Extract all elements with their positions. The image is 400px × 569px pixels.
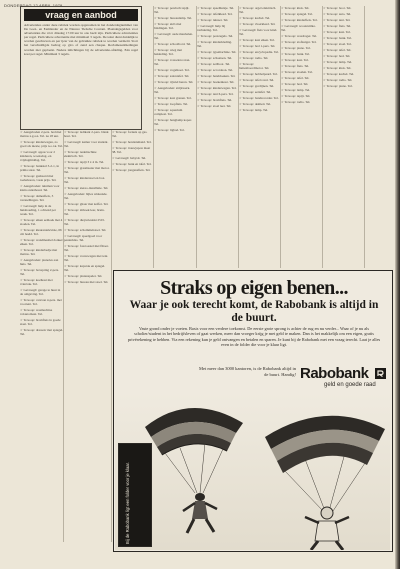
classified-ad: ☆ Te koop: ledikant 2-pers. blank hout. Tel.: [64, 130, 110, 138]
classified-ad: ☆ Te koop: orgel elektrisch. Tel.: [239, 6, 279, 14]
classified-ad: ☆ Te koop: tuinset. Tel.: [197, 18, 237, 22]
ad-body-text: Vaste grond onder je voeten. Basis voor een verdere toekomst. De eerste grote sprong is achter de rug en nu verder... Waar of je nu als scholier/student in het bedrijfsleven of gaat werken, meer dan vroeger krijg je met geld te maken. Dan is het makkelijk om een eigen, gratis privérekening te hebben. Via een rekening kun je geld ontvangen en betalen en sparen. Je kunt bij de Rabobank met een vraag terecht. Laat je alles even in de folder die voor je klaar ligt.: [127, 326, 381, 348]
classified-ad: ☆ Te koop: stofzuiger. Tel.: [281, 40, 321, 44]
classified-ad: ☆ Te koop: vloerkleed. Tel.: [239, 22, 279, 26]
classified-column-4: [154, 6, 195, 274]
classified-ad: ☆ Te koop: bureau met stoel. Tel.: [64, 280, 110, 284]
classified-ad: ☆ Te koop: caravan 4-pers. met voortent. Tel.: [20, 298, 64, 306]
classified-ad: ☆ Te koop: grasmaaier met motor. Tel.: [64, 166, 110, 174]
column-rule: [364, 6, 365, 268]
rabobank-advertisement: [113, 270, 393, 552]
classified-ad: ☆ Te koop: bank en tafel. Tel.: [112, 162, 152, 166]
classified-column-5: [197, 6, 237, 274]
classified-ad: ☆ Aangeboden: strijkwerk. Tel.: [154, 86, 195, 94]
classified-ad: ☆ Te koop: schommelstoel. Tel.: [64, 228, 110, 232]
classified-ad: ☆ Te koop: fornuis op gas. Tel.: [112, 130, 152, 138]
classified-ad: ☆ Te koop: wasmachine volautomaat. Tel.: [20, 308, 64, 316]
ad-tagline: geld en goede raad: [324, 382, 376, 388]
classified-ad: ☆ Te koop: bankstel 3-2-1, in prima staat. Tel.: [20, 164, 64, 172]
classified-ad: ☆ Te koop: buitenboordmotor. Tel.: [239, 62, 279, 70]
classified-ad: ☆ Te koop: boxspring 2-pers. Tel.: [20, 268, 64, 276]
classified-ad: ☆ Te koop: fototoestel met flitser. Tel.: [64, 244, 110, 252]
classified-ad: ☆ Te koop: trouwjapon maat 38. Tel.: [112, 146, 152, 154]
classified-ad: ☆ Gevraagd: speelgoed voor peuterklas. Tel.: [64, 234, 110, 242]
classified-ad: ☆ Te koop: schaatsen. Tel.: [197, 56, 237, 60]
classified-ad: ☆ Te koop: kinderwagen. Tel.: [197, 86, 237, 90]
rabobank-logo-text: Rabobank: [300, 365, 369, 382]
classified-column-1: [20, 130, 64, 542]
classified-ad: ☆ Aangeboden: tuinman voor klein onderhoud. Tel.: [20, 184, 64, 192]
classified-ad: ☆ Te koop: lamp. Tel.: [323, 60, 363, 64]
classified-ad: ☆ Te koop: bromfiets. Tel.: [197, 98, 237, 102]
classifieds-intro-text: Advertenties onder deze rubriek worden opgenomen in het donderdagnummer van De Gooi- en Eemlander en de Nieuwe Tielsche Courant. Plaatsingsgelden voor advertenties die vóór dinsdag 17.00 uur in ons bezit zijn. Particuliere advertenties per regel. Particuliere advertentie met minimaal 3 regels. De tekst dient duidelijk te worden geschreven en per ijzer van de gebruikte rubriek te worden vermeld. Stort het verschuldigde bedrag op giro of zend een cheque. Reclameaanbiedingen worden niet geplaatst. Nadere inlichtingen bij de advertentie-afdeling. Eén regel kost per regel. Minimaal 3 regels.: [24, 23, 138, 56]
classified-ad: ☆ Te koop: tafelkleed. Tel.: [197, 12, 237, 16]
classified-ad: ☆ Te koop: postzegels. Tel.: [197, 34, 237, 38]
classified-ad: ☆ Te koop: bandrecorder. Tel.: [239, 96, 279, 100]
classified-ad: ☆ Te koop: auto. Tel.: [323, 12, 363, 16]
classified-ad: ☆ Te koop: vouwwagen met tent. Tel.: [64, 254, 110, 262]
classified-ad: ☆ Te koop: hanglamp koper. Tel.: [154, 118, 195, 126]
classified-ad: ☆ Te koop: handdoeken. Tel.: [197, 74, 237, 78]
classified-ad: ☆ Te koop: tafel. Tel.: [281, 76, 321, 80]
classified-ad: ☆ Te koop: lamp. Tel.: [239, 108, 279, 112]
classified-ad: ☆ Te koop: salontafel. Tel.: [154, 74, 195, 78]
classified-ad: ☆ Te koop: loopfiets. Tel.: [154, 102, 195, 106]
classified-ad: ☆ Aangeboden: pianoles aan huis. Tel.: [20, 258, 64, 266]
classified-ad: ☆ Te koop: bureaulamp. Tel.: [154, 16, 195, 20]
classified-ad: ☆ Te koop: wandmeubel donker eiken. Tel.: [20, 238, 64, 246]
classified-ad: ☆ Te koop: naaimachine elektrisch. Tel.: [64, 150, 110, 158]
classified-ad: ☆ Te koop: bank. Tel.: [323, 36, 363, 40]
classified-ad: ☆ Te koop: aquarium compleet. Tel.: [154, 108, 195, 116]
classified-ad: ☆ Gevraagd: woonruimte. Tel.: [281, 24, 321, 32]
classified-ad: ☆ Te koop: zithoek leer, bruin. Tel.: [64, 208, 110, 216]
classified-ad: ☆ Te koop: ski's met bindingen. Tel.: [154, 22, 195, 30]
classified-ad: ☆ Te koop: bed. Tel.: [323, 54, 363, 58]
classified-ad: ☆ Te koop: dekbed. Tel.: [239, 102, 279, 106]
classified-ad: ☆ Gevraagd: babysit. Tel.: [112, 156, 152, 160]
classifieds-heading-box: [20, 6, 142, 130]
classified-ad: ☆ Te koop: tent 6-pers. Tel.: [197, 92, 237, 96]
classified-ad: ☆ Te koop: piano. Tel.: [281, 46, 321, 50]
classified-ad: ☆ Te koop: typemachine. Tel.: [197, 50, 237, 54]
classified-ad: ☆ Te koop: stoel. Tel.: [323, 42, 363, 46]
classified-ad: ☆ Gevraagd: kamer voor student. Tel.: [64, 140, 110, 148]
classified-ad: ☆ Te koop: bromfiets in goede staat. Tel.: [20, 318, 64, 326]
classified-ad: ☆ Te koop: dressoir met spiegel. Tel.: [20, 328, 64, 336]
classified-ad: ☆ Te koop: vogelkooi. Tel.: [154, 68, 195, 72]
classified-ad: ☆ Te koop: radio. Tel.: [323, 78, 363, 82]
classified-ad: ☆ Te koop: eettafel. Tel.: [239, 90, 279, 94]
classified-ad: ☆ Te koop: wasdroger. Tel.: [281, 34, 321, 38]
classified-ad: ☆ Gevraagd: oppas voor 2 kinderen, woensdag- en vrijdagmiddag. Tel.: [20, 150, 64, 162]
classifieds-title: vraag en aanbod: [24, 9, 138, 21]
classified-ad: ☆ Te koop: stoelen. Tel.: [281, 70, 321, 74]
classified-ad: ☆ Te koop: accordeon. Tel.: [197, 68, 237, 72]
classified-ad: ☆ Te koop: tafel. Tel.: [323, 48, 363, 52]
classified-ad: ☆ Te koop: platenspeler. Tel.: [64, 274, 110, 278]
classified-ad: ☆ Te koop: tapijt 3 x 4 m. Tel.: [64, 160, 110, 164]
classified-column-6: [239, 6, 279, 274]
running-head: DONDERDAG 12 APRIL 1979: [4, 3, 63, 8]
classified-ad: ☆ Te koop: wieg met bekleding. Tel.: [154, 48, 195, 56]
classified-ad: ☆ Te koop: stereo-installatie. Tel.: [64, 186, 110, 190]
classified-ad: ☆ Te koop: klok. Tel.: [281, 6, 321, 10]
classified-ad: ☆ Aangeboden 2-pers. bed met matras z.g.a.n. Tel. na 18 uur.: [20, 130, 64, 138]
classified-ad: ☆ Te koop: jongensfiets. Tel.: [112, 168, 152, 172]
classified-ad: ☆ Te koop: hondenmand. Tel.: [112, 140, 152, 144]
classified-ad: ☆ Te koop: bed. Tel.: [281, 82, 321, 86]
classified-ad: ☆ Te koop: bank. Tel.: [281, 52, 321, 56]
classified-ad: ☆ Te koop: 4 stoelen rotan. Tel.: [154, 58, 195, 66]
classified-ad: ☆ Te koop: radio. Tel.: [281, 100, 321, 104]
classified-ad: ☆ Te koop: ligbad. Tel.: [154, 128, 195, 132]
classified-ad: ☆ Te koop: perzisch tapijt. Tel.: [154, 6, 195, 14]
classified-ad: ☆ Gevraagd: hulp bij verhuizing. Tel.: [197, 24, 237, 32]
classified-ad: ☆ Te koop: fiets. Tel.: [323, 24, 363, 28]
classified-ad: ☆ Te koop: kachel. Tel.: [323, 72, 363, 76]
classified-ad: ☆ Gevraagd: garage te huur in de omgeving. Tel.: [20, 288, 64, 296]
rabobank-mark-icon: [375, 368, 386, 379]
classified-ad: ☆ Te koop: radio. Tel.: [239, 56, 279, 60]
classified-ad: ☆ Te koop: encyclopedie. Tel.: [239, 50, 279, 54]
classified-ad: ☆ Te koop: stoel leer. Tel.: [197, 104, 237, 108]
classified-ad: ☆ Te koop: kinderbedje met matras. Tel.: [20, 248, 64, 256]
classified-ad: ☆ Gevraagd: oude meubelen. Tel.: [154, 32, 195, 40]
classified-ad: ☆ Te koop: speelhuisje. Tel.: [197, 6, 237, 10]
classified-ad: ☆ Te koop: damesfiets, 3 versnellingen. Tel.: [20, 194, 64, 202]
classified-ad: ☆ Te koop: kast grenen. Tel.: [154, 96, 195, 100]
classified-ad: ☆ Aangeboden: bijles wiskunde. Tel.: [64, 192, 110, 200]
classified-column-3: [112, 130, 152, 268]
ad-headline: Straks op eigen benen...: [160, 277, 348, 299]
classified-ad: ☆ Te koop: lamp. Tel.: [281, 88, 321, 92]
ad-folder-note-text: Bij de Rabobank ligt een folder voor je klaar.: [125, 462, 130, 544]
classified-ad: ☆ Te koop: piano. Tel.: [323, 84, 363, 88]
classified-column-7: [281, 6, 321, 274]
classified-ad: ☆ Te koop: rijwiel heren. Tel.: [154, 80, 195, 84]
classified-ad: ☆ Te koop: bed 1-pers. Tel.: [239, 44, 279, 48]
parachutists-photo: [115, 393, 390, 550]
classified-ad: ☆ Te koop: tapijt. Tel.: [281, 94, 321, 98]
classified-ad: ☆ Te koop: zeilboot. Tel.: [197, 62, 237, 66]
classified-ad: ☆ Te koop: schoolbord. Tel.: [154, 42, 195, 46]
classified-ad: ☆ Te koop: fiets. Tel.: [281, 64, 321, 68]
classified-ad: ☆ Gevraagd: hulp in de huishouding, 1 ochtend per week. Tel.: [20, 204, 64, 216]
classified-column-2: [64, 130, 110, 542]
classified-ad: ☆ Te koop: kinderkleding. Tel.: [197, 40, 237, 48]
classified-ad: ☆ Te koop: kast. Tel.: [323, 30, 363, 34]
classified-ad: ☆ Te koop: kast. Tel.: [281, 58, 321, 62]
classified-ad: ☆ Te koop: tafel rond. Tel.: [239, 78, 279, 82]
classified-ad: ☆ Te koop: eiken eethoek met 4 stoelen. Tel.: [20, 218, 64, 226]
ad-subhead: Waar je ook terecht komt, de Rabobank is altijd in de buurt.: [129, 299, 379, 324]
classified-ad: ☆ Te koop: koelkast met vriesvak. Tel.: [20, 278, 64, 286]
classified-ad: ☆ Te koop: hobbelpaard. Tel.: [239, 72, 279, 76]
ad-offices-text: Met meer dan 3000 kantoren, is de Rabobank altijd in de buurt. Handig!: [199, 366, 296, 377]
ad-folder-note: [118, 443, 152, 547]
classified-ad: ☆ Te koop: tent. Tel.: [323, 18, 363, 22]
classified-ad: ☆ Te koop: boot. Tel.: [323, 6, 363, 10]
classified-ad: ☆ Te koop: boekenkast. Tel.: [197, 80, 237, 84]
classified-ad: ☆ Te koop: kleurentelevisie, 66 cm beeld. Tel.: [20, 228, 64, 236]
classified-ad: ☆ Te koop: kapstok en spiegel. Tel.: [64, 264, 110, 272]
classified-ad: ☆ Te koop: klok. Tel.: [323, 66, 363, 70]
classified-ad: ☆ Te koop: spiegel. Tel.: [281, 12, 321, 16]
classified-ad: ☆ Te koop: gashaard met toebehoren, vaste prijs. Tel.: [20, 174, 64, 182]
classified-ad: ☆ Te koop: kast eiken. Tel.: [239, 38, 279, 42]
classified-ad: ☆ Gevraagd: fiets voor kind. Tel.: [239, 28, 279, 36]
classified-ad: ☆ Te koop: kinderwagen, zo goed als nieuw, prijs n.o.t.k. Tel.: [20, 140, 64, 148]
classified-ad: ☆ Te koop: gordijnen. Tel.: [239, 84, 279, 88]
classified-ad: ☆ Te koop: gitaar met koffer. Tel.: [64, 202, 110, 206]
classified-ad: ☆ Te koop: kinderstoel en box. Tel.: [64, 176, 110, 184]
classified-column-8: [323, 6, 363, 274]
page-spine-shadow: [395, 0, 400, 569]
classified-ad: ☆ Te koop: kinderfiets. Tel.: [281, 18, 321, 22]
classified-ad: ☆ Te koop: diepvrieskist 250 l. Tel.: [64, 218, 110, 226]
classified-ad: ☆ Te koop: kachel. Tel.: [239, 16, 279, 20]
rabobank-logo: [300, 365, 392, 395]
